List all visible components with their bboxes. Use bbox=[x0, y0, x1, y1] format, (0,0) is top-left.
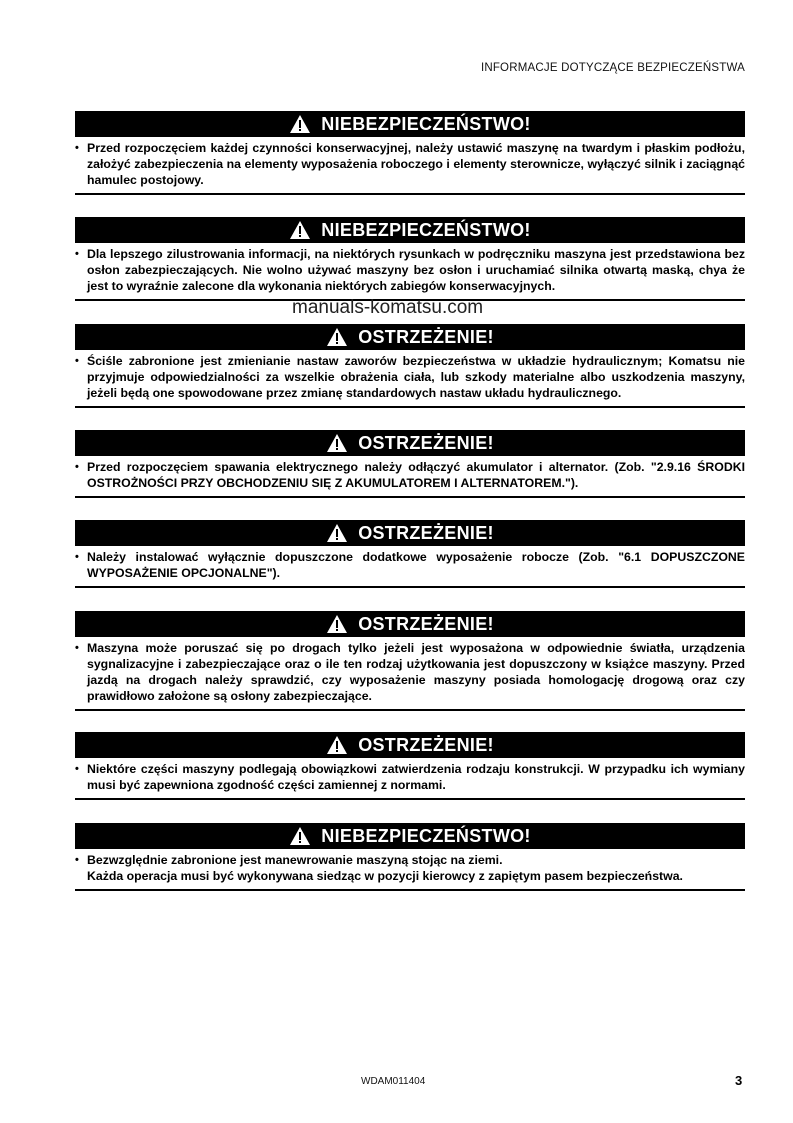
notice-level: OSTRZEŻENIE! bbox=[358, 522, 494, 543]
warning-notice bbox=[75, 520, 745, 588]
notice-banner bbox=[75, 324, 745, 350]
warning-triangle-icon bbox=[326, 433, 348, 453]
notice-text: • Należy instalować wyłącznie dopuszczone dodatkowe wyposażenie robocze (Zob. "6.1 DOPUSZCZONE WYPOSAŻENIE OPCJONALNE"). bbox=[75, 549, 745, 581]
notice-level: OSTRZEŻENIE! bbox=[358, 613, 494, 634]
warning-triangle-icon bbox=[326, 327, 348, 347]
notice-text: Każda operacja musi być wykonywana siedząc w pozycji kierowcy z zapiętym pasem bezpieczeństwa. bbox=[87, 869, 683, 883]
notice-text: • Niektóre części maszyny podlegają obowiązkowi zatwierdzenia rodzaju konstrukcji. W przypadku ich wymiany musi być zapewniona zgodność części zamiennej z normami. bbox=[75, 761, 745, 793]
warning-triangle-icon bbox=[289, 114, 311, 134]
notice-text: • Ściśle zabronione jest zmienianie nastaw zaworów bezpieczeństwa w układzie hydraulicznym; Komatsu nie przyjmuje odpowiedzialności za wszelkie obrażenia ciała, lub szkody materialne albo uszkodzenia maszyny, jeżeli będą one spowodowane przez zmianę standardowych nastaw układu hydraulicznego. bbox=[75, 353, 745, 401]
notice-banner bbox=[75, 611, 745, 637]
section-header: INFORMACJE DOTYCZĄCE BEZPIECZEŃSTWA bbox=[480, 62, 745, 74]
notice-banner bbox=[75, 111, 745, 137]
divider bbox=[75, 798, 745, 800]
warning-notice bbox=[75, 611, 745, 711]
danger-notice bbox=[75, 823, 745, 891]
divider bbox=[75, 586, 745, 588]
notice-level: OSTRZEŻENIE! bbox=[358, 326, 494, 347]
notice-text: • Przed rozpoczęciem spawania elektrycznego należy odłączyć akumulator i alternator. (Zob. "2.9.16 ŚRODKI OSTROŻNOŚCI PRZY OBCHODZENIU SIĘ Z AKUMULATOREM I ALTERNATOREM."). bbox=[75, 459, 745, 491]
danger-notice bbox=[75, 111, 745, 195]
warning-triangle-icon bbox=[289, 826, 311, 846]
divider bbox=[75, 406, 745, 408]
page-number: 3 bbox=[735, 1073, 743, 1088]
warning-triangle-icon bbox=[326, 523, 348, 543]
watermark: manuals-komatsu.com bbox=[292, 297, 484, 318]
document-code: WDAM011404 bbox=[361, 1076, 426, 1087]
notice-level: OSTRZEŻENIE! bbox=[358, 432, 494, 453]
warning-triangle-icon bbox=[326, 614, 348, 634]
divider bbox=[75, 889, 745, 891]
notice-level: NIEBEZPIECZEŃSTWO! bbox=[321, 219, 531, 240]
divider bbox=[75, 709, 745, 711]
divider bbox=[75, 496, 745, 498]
notice-banner bbox=[75, 430, 745, 456]
warning-notice bbox=[75, 732, 745, 800]
notice-text: • Bezwzględnie zabronione jest manewrowanie maszyną stojąc na ziemi. bbox=[75, 852, 745, 868]
warning-notice bbox=[75, 430, 745, 498]
notice-text: • Maszyna może poruszać się po drogach tylko jeżeli jest wyposażona w odpowiednie światła, urządzenia sygnalizacyjne i zabezpieczające oraz o ile ten rodzaj użytkowania jest dopuszczony w książce maszyny. Przed jazdą na drogach należy sprawdzić, czy wyposażenie maszyny posiada homologację drogową oraz czy prawidłowo założone są osłony zabezpieczające. bbox=[75, 640, 745, 704]
notice-level: NIEBEZPIECZEŃSTWO! bbox=[321, 825, 531, 846]
notice-banner bbox=[75, 520, 745, 546]
notice-banner bbox=[75, 823, 745, 849]
notice-text: • Przed rozpoczęciem każdej czynności konserwacyjnej, należy ustawić maszynę na twardym i płaskim podłożu, założyć zabezpieczenia na elementy wyposażenia roboczego i elementy sterownicze, wyłączyć silnik i zaciągnąć hamulec postojowy. bbox=[75, 140, 745, 188]
divider bbox=[75, 193, 745, 195]
notice-banner bbox=[75, 732, 745, 758]
warning-triangle-icon bbox=[326, 735, 348, 755]
danger-notice bbox=[75, 217, 745, 301]
warning-triangle-icon bbox=[289, 220, 311, 240]
notice-level: OSTRZEŻENIE! bbox=[358, 734, 494, 755]
notice-text: • Dla lepszego zilustrowania informacji, na niektórych rysunkach w podręczniku maszyna jest przedstawiona bez osłon zabezpieczających. Nie wolno używać maszyny bez osłon i uruchamiać silnika otwartą maską, chya że jest to wyraźnie zalecone dla wykonania niektórych zabiegów konserwacyjnych. bbox=[75, 246, 745, 294]
notice-banner bbox=[75, 217, 745, 243]
notice-level: NIEBEZPIECZEŃSTWO! bbox=[321, 113, 531, 134]
warning-notice bbox=[75, 324, 745, 408]
